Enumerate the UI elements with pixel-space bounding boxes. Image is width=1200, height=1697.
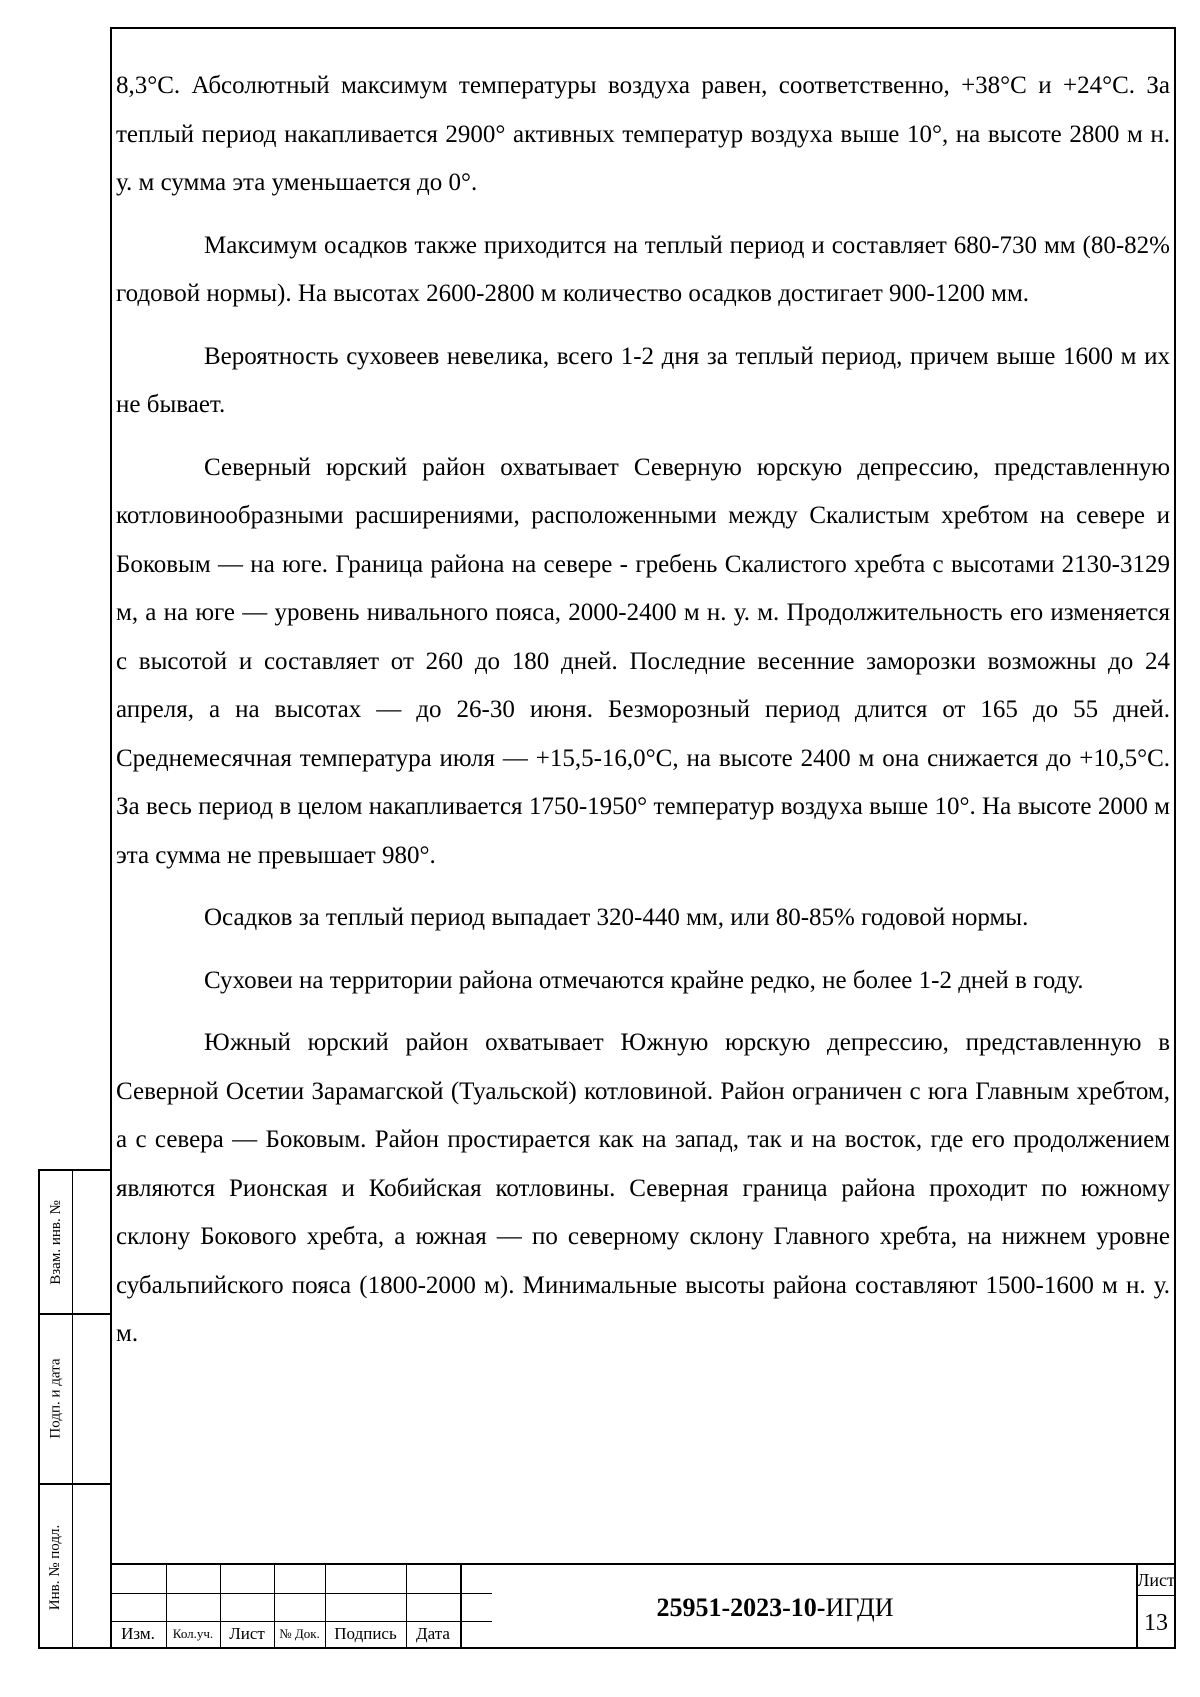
paragraph: Вероятность суховеев невелика, всего 1-2 дня за теплый период, причем выше 1600 м их не бывает. xyxy=(116,342,1170,418)
paragraph: Северный юрский район охватывает Северную юрскую депрессию, представленную котловинообразными расширениями, расположенными между Скалистым хребтом на севере и Боковым — на юге. Граница района на севере - гребень Скалистого хребта с высотами 2130-3129 м, а на юге — уровень нивального пояса, 2000-2400 м н. у. м. Продолжительность его изменяется с высотой и составляет от 260 до 180 дней. Последние весенние заморозки возможны до 24 апреля, а на высотах — до 26-30 июня. Безморозный период длится от 165 до 55 дней. Среднемесячная температура июля — +15,5-16,0°С, на высоте 2400 м она снижается до +10,5°С. За весь период в целом накапливается 1750-1950° температур воздуха выше 10°. На высоте 2000 м эта сумма не превышает 980°. xyxy=(116,453,1170,869)
sheet-label: Лист xyxy=(1137,1570,1175,1590)
document-code xyxy=(492,1565,1058,1651)
side-stamp xyxy=(38,1169,110,1649)
paragraph: Осадков за теплый период выпадает 320-440 мм, или 80-85% годовой нормы. xyxy=(204,904,1029,931)
paragraph: Максимум осадков также приходится на теплый период и составляет 680-730 мм (80-82% годовой нормы). На высотах 2600-2800 м количество осадков достигает 900-1200 мм. xyxy=(116,231,1170,307)
paragraph: Суховеи на территории района отмечаются крайне редко, не более 1-2 дней в году. xyxy=(204,966,1084,994)
side-stamp-vzam-inv: Взам. инв. № xyxy=(47,1199,64,1285)
col-list: Лист xyxy=(229,1624,265,1643)
body-text xyxy=(116,62,1170,1373)
col-data: Дата xyxy=(416,1624,450,1643)
col-podpis: Подпись xyxy=(334,1624,397,1643)
side-stamp-inv-podl: Инв. № подл. xyxy=(47,1524,64,1610)
paragraph: 8,3°С. Абсолютный максимум температуры воздуха равен, соответственно, +38°С и +24°С. За теплый период накапливается 2900° активных температур воздуха выше 10°, на высоте 2800 м н. у. м сумма эта уменьшается до 0°. xyxy=(116,72,1170,196)
sheet-number: 13 xyxy=(1144,1610,1168,1636)
col-kol-uch: Кол.уч. xyxy=(172,1626,214,1641)
side-stamp-podp-data: Подп. и дата xyxy=(47,1357,64,1439)
title-block xyxy=(110,1563,1176,1649)
col-izm: Изм. xyxy=(121,1624,155,1643)
document-code-number: 25951-2023-10- xyxy=(656,1593,826,1622)
document-code-suffix: ИГДИ xyxy=(825,1593,894,1622)
col-no-dok: № Док. xyxy=(279,1626,320,1641)
paragraph: Южный юрский район охватывает Южную юрскую депрессию, представленную в Северной Осетии Зарамагской (Туальской) котловиной. Район ограничен с юга Главным хребтом, а с севера — Боковым. Район простирается как на запад, так и на восток, где его продолжением являются Рионская и Кобийская котловины. Северная граница района проходит по южному склону Бокового хребта, а южная — по северному склону Главного хребта, на нижнем уровне субальпийского пояса (1800-2000 м). Минимальные высоты района составляют 1500-1600 м н. у. м. xyxy=(116,1029,1170,1347)
